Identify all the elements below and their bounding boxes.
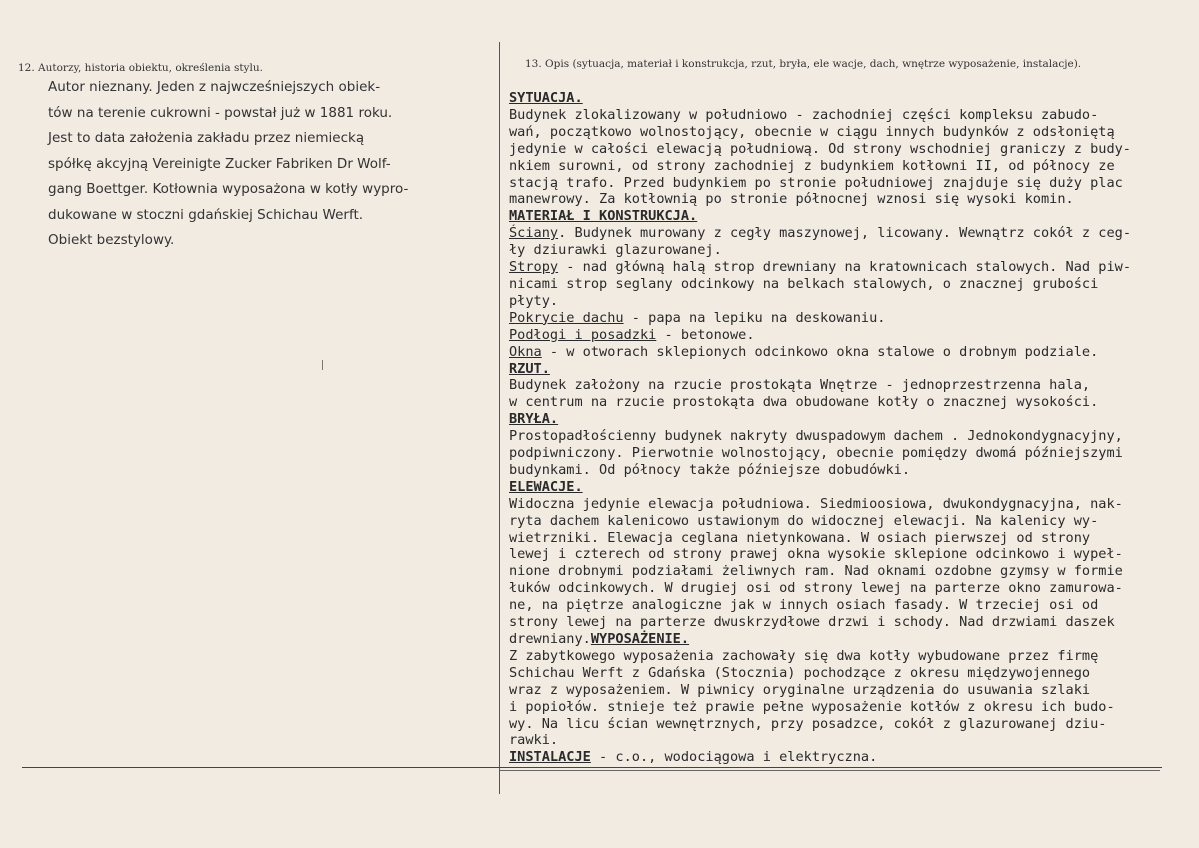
field-text: Schichau Werft z Gdańska (Stocznia) pochodzące z okresu międzywojennego	[509, 664, 1091, 681]
field-label: Podłogi i posadzki	[509, 326, 657, 343]
bottom-rule-secondary	[500, 770, 1160, 771]
section-heading-line	[509, 749, 1149, 766]
field-text: - w otworach sklepionych odcinkowo okna stalowe o drobnym podziale.	[541, 343, 1099, 360]
description-line	[509, 648, 1149, 665]
description-text	[509, 90, 1149, 766]
description-line	[509, 293, 1149, 310]
description-line	[509, 377, 1149, 394]
field-label: Pokrycie dachu	[509, 309, 624, 326]
section-heading: WYPOSAŻENIE.	[590, 631, 690, 647]
section-heading-line	[509, 208, 1149, 225]
field-text: płyty.	[509, 292, 559, 309]
field-text: drewniany.	[509, 631, 591, 647]
field-label: Okna	[509, 343, 542, 360]
field-text: ne, na piętrze analogiczne jak w innych osiach fasady. W trzeciej osi od	[509, 597, 1099, 614]
field-text: nione drobnymi podziałami żeliwnych ram. Nad oknami ozdobne gzymsy w formie	[509, 563, 1123, 580]
description-line	[509, 580, 1149, 597]
field-label: Ściany	[509, 225, 559, 242]
section-heading: INSTALACJE	[509, 749, 591, 766]
description-line	[509, 597, 1149, 614]
description-line	[509, 496, 1149, 513]
field-text: strony lewej na parterze dwuskrzydłowe drzwi i schody. Nad drzwiami daszek	[509, 614, 1115, 631]
description-line	[509, 716, 1149, 733]
section-heading: SYTUACJA.	[509, 90, 583, 106]
left-text-line: tów na terenie cukrowni - powstał już w 1881 roku.	[48, 104, 393, 121]
bottom-rule	[22, 767, 1162, 768]
column-divider	[499, 42, 500, 794]
description-line	[509, 394, 1149, 411]
field-text: wań, początkowo wolnostojący, obecnie w ciągu innych budynków z odsłoniętą	[509, 123, 1115, 140]
section-heading: ELEWACJE.	[509, 478, 583, 495]
description-line	[509, 699, 1149, 716]
field-text: ryta dachem kalenicowo ustawionym do widocznej elewacji. Na kalenicy wy-	[509, 512, 1099, 529]
description-line	[509, 124, 1149, 141]
description-line	[509, 141, 1149, 158]
description-line	[509, 259, 1149, 276]
description-line	[509, 682, 1149, 699]
left-text-line: dukowane w stoczni gdańskiej Schichau Werft.	[48, 206, 364, 223]
description-line	[509, 310, 1149, 327]
description-line	[509, 530, 1149, 547]
description-line	[509, 158, 1149, 175]
field-text: jedynie w całości elewacją południową. Od strony wschodniej graniczy z budy-	[509, 140, 1131, 157]
field-text: podpiwniczony. Pierwotnie wolnostojący, obecnie pomiędzy dwomá późniejszymi	[509, 445, 1123, 462]
field-text: budynkami. Od północy także późniejsze dobudówki.	[509, 461, 911, 478]
section-heading-line	[509, 411, 1149, 428]
field-text: - betonowe.	[656, 326, 755, 343]
field-text: i popiołów. stnieje też prawie pełne wyposażenie kotłów z okresu ich budo-	[509, 698, 1115, 715]
field-text: w centrum na rzucie prostokąta dwa obudowane kotły o znacznej wysokości.	[509, 394, 1099, 411]
left-text-line: gang Boettger. Kotłownia wyposażona w kotły wypro-	[48, 181, 409, 197]
section-heading-line	[509, 90, 1149, 107]
section-heading-line	[509, 479, 1149, 496]
description-line	[509, 462, 1149, 479]
description-line	[509, 225, 1149, 242]
field-text: Budynek założony na rzucie prostokąta Wnętrze - jednoprzestrzenna hala,	[509, 377, 1091, 394]
section-13-header: 13. Opis (sytuacja, materiał i konstrukcja, rzut, bryła, ele wacje, dach, wnętrze wyposażenie, instalacje).	[525, 58, 1082, 70]
field-text: lewej i czterech od strony prawej okna wysokie sklepione odcinkowo i wypeł-	[509, 546, 1123, 563]
left-text-line: spółkę akcyjną Vereinigte Zucker Fabriken Dr Wolf-	[48, 155, 391, 172]
field-text: Budynek zlokalizowany w południowo - zachodniej części kompleksu zabudo-	[509, 106, 1099, 123]
field-text: Widoczna jedynie elewacja południowa. Siedmioosiowa, dwukondygnacyjna, nak-	[509, 495, 1123, 512]
field-text: - papa na lepiku na deskowaniu.	[623, 309, 886, 326]
field-text: Z zabytkowego wyposażenia zachowały się dwa kotły wybudowane przez firmę	[509, 647, 1099, 664]
description-line	[509, 107, 1149, 124]
section-12-header: 12. Autorzy, historia obiektu, określenia stylu.	[18, 62, 263, 74]
description-line	[509, 175, 1149, 192]
description-line	[509, 665, 1149, 682]
description-line	[509, 631, 1149, 648]
field-text: - c.o., wodociągowa i elektryczna.	[590, 749, 878, 766]
field-label: Stropy	[509, 259, 559, 276]
field-text: wietrzniki. Elewacja ceglana nietynkowana. W osiach pierwszej od strony	[509, 529, 1091, 546]
field-text: stacją trafo. Przed budynkiem po stronie południowej znajduje się duży plac	[509, 174, 1123, 191]
left-text-line: Jest to data założenia zakładu przez niemiecką	[48, 130, 365, 146]
field-text: Prostopadłościenny budynek nakryty dwuspadowym dachem . Jednokondygnacyjny,	[509, 428, 1123, 445]
description-line	[509, 276, 1149, 293]
description-line	[509, 563, 1149, 580]
description-line	[509, 546, 1149, 563]
authors-history-text	[48, 75, 488, 254]
section-heading-line	[509, 361, 1149, 378]
field-text: wy. Na licu ścian wewnętrznych, przy posadzce, cokół z glazurowanej dziu-	[509, 715, 1107, 732]
description-line	[509, 327, 1149, 344]
description-line	[509, 614, 1149, 631]
section-heading: BRYŁA.	[509, 411, 559, 428]
left-text-line: Autor nieznany. Jeden z najwcześniejszych obiek-	[48, 79, 381, 95]
field-text: wraz z wyposażeniem. W piwnicy oryginalne urządzenia do usuwania szlaki	[509, 681, 1091, 698]
description-line	[509, 732, 1149, 749]
description-line	[509, 242, 1149, 259]
description-line	[509, 191, 1149, 208]
description-line	[509, 428, 1149, 445]
field-text: nkiem surowni, od strony zachodniej z budynkiem kotłowni II, od północy ze	[509, 157, 1115, 174]
field-text: ły dziurawki glazurowanej.	[509, 242, 722, 259]
section-heading: RZUT.	[509, 360, 550, 377]
field-text: - nad główną halą strop drewniany na kratownicach stalowych. Nad piw-	[558, 259, 1131, 276]
description-line	[509, 445, 1149, 462]
field-text: . Budynek murowany z cegły maszynowej, licowany. Wewnątrz cokół z ceg-	[558, 225, 1131, 242]
left-text-line: Obiekt bezstylowy.	[48, 232, 175, 248]
pencil-mark	[322, 360, 323, 370]
field-text: łuków odcinkowych. W drugiej osi od strony lewej na parterze okno zamurowa-	[509, 580, 1123, 597]
field-text: rawki.	[509, 732, 559, 749]
section-heading: MATERIAŁ I KONSTRUKCJA.	[509, 208, 698, 225]
description-line	[509, 344, 1149, 361]
description-line	[509, 513, 1149, 530]
field-text: manewrowy. Za kotłownią po stronie północnej wznosi się wysoki komin.	[509, 191, 1074, 208]
field-text: nicami strop seglany odcinkowy na belkach stalowych, o znacznej grubości	[509, 275, 1099, 292]
